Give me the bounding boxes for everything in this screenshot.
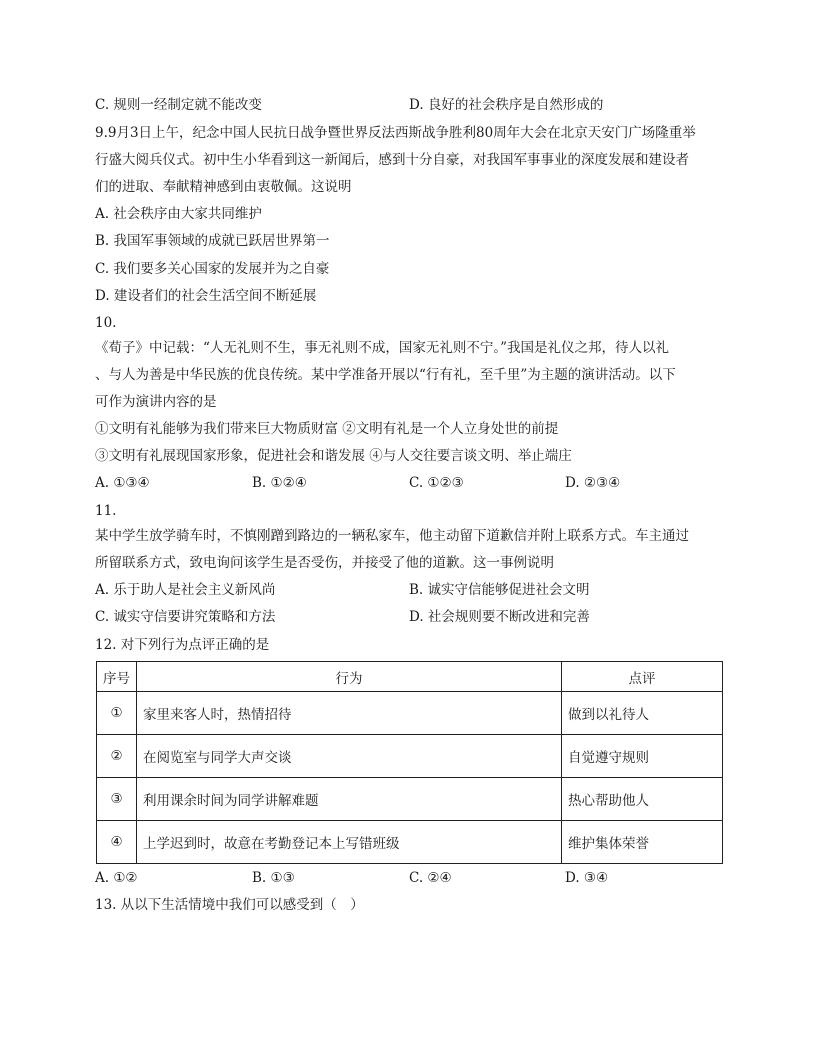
q11-option-b: B. 诚实守信能够促进社会文明 [409,582,590,598]
q12-option-d: D. ③④ [565,870,609,886]
q9-stem-line3: 们的进取、奉献精神感到由衷敬佩。这说明 [95,179,352,195]
row-number: ② [97,735,137,778]
q10-statements-line1: ①文明有礼能够为我们带来巨大物质财富 ②文明有礼是一个人立身处世的前提 [95,421,559,437]
header-comment: 点评 [562,662,723,692]
q10-stem-line3: 可作为演讲内容的是 [95,394,217,410]
q10-number: 10. [95,315,117,331]
q11-option-a: A. 乐于助人是社会主义新风尚 [95,582,276,598]
table-row [97,778,723,821]
row-number: ③ [97,778,137,821]
table-row [97,735,723,778]
row-behavior: 利用课余时间为同学讲解难题 [137,778,562,821]
q10-statements-line2: ③文明有礼展现国家形象，促进社会和谐发展 ④与人交往要言谈文明、举止端庄 [95,448,572,464]
row-behavior: 上学迟到时，故意在考勤登记本上写错班级 [137,821,562,864]
q9-option-d: D. 建设者们的社会生活空间不断延展 [95,288,317,304]
row-comment: 热心帮助他人 [562,778,723,821]
row-comment: 做到以礼待人 [562,692,723,735]
q8-option-d: D. 良好的社会秩序是自然形成的 [409,97,604,113]
q10-option-c: C. ①②③ [409,475,464,491]
header-behavior: 行为 [137,662,562,692]
q11-option-d: D. 社会规则要不断改进和完善 [409,609,590,625]
q12-option-c: C. ②④ [409,870,452,886]
row-number: ④ [97,821,137,864]
q10-stem-line1: 《荀子》中记载：“人无礼则不生，事无礼则不成，国家无礼则不宁。”我国是礼仪之邦，待人以礼 [95,340,670,356]
row-comment: 自觉遵守规则 [562,735,723,778]
q12-table [96,661,723,864]
q11-stem-line2: 所留联系方式，致电询问该学生是否受伤，并接受了他的道歉。这一事例说明 [95,555,554,571]
q9-option-b: B. 我国军事领域的成就已跃居世界第一 [95,233,330,249]
q10-option-a: A. ①③④ [95,475,150,491]
q12-stem: 12. 对下列行为点评正确的是 [95,637,270,653]
row-number: ① [97,692,137,735]
row-behavior: 家里来客人时，热情招待 [137,692,562,735]
q11-option-c: C. 诚实守信要讲究策略和方法 [95,609,276,625]
q10-option-d: D. ②③④ [565,475,621,491]
header-number: 序号 [97,662,137,692]
q11-stem-line1: 某中学生放学骑车时，不慎刚蹭到路边的一辆私家车，他主动留下道歉信并附上联系方式。车主通过 [95,528,689,544]
table-row [97,692,723,735]
q9-option-c: C. 我们要多关心国家的发展并为之自豪 [95,261,330,277]
q12-option-a: A. ①② [95,870,138,886]
q13-stem: 13. 从以下生活情境中我们可以感受到（ ） [95,897,364,913]
q9-option-a: A. 社会秩序由大家共同维护 [95,206,262,222]
row-comment: 维护集体荣誉 [562,821,723,864]
q12-option-b: B. ①③ [252,870,295,886]
q10-option-b: B. ①②④ [252,475,307,491]
q10-stem-line2: 、与人为善是中华民族的优良传统。某中学准备开展以“行有礼，至千里”为主题的演讲活动。以下 [95,367,676,383]
table-row [97,821,723,864]
q9-stem-line2: 行盛大阅兵仪式。初中生小华看到这一新闻后，感到十分自豪，对我国军事事业的深度发展和建设者 [95,152,689,168]
table-header-row [97,662,723,692]
q11-number: 11. [95,503,117,519]
q8-option-c: C. 规则一经制定就不能改变 [95,97,262,113]
q9-stem-line1: 9.9月3日上午，纪念中国人民抗日战争暨世界反法西斯战争胜利80周年大会在北京天安门广场隆重举 [95,125,696,141]
row-behavior: 在阅览室与同学大声交谈 [137,735,562,778]
